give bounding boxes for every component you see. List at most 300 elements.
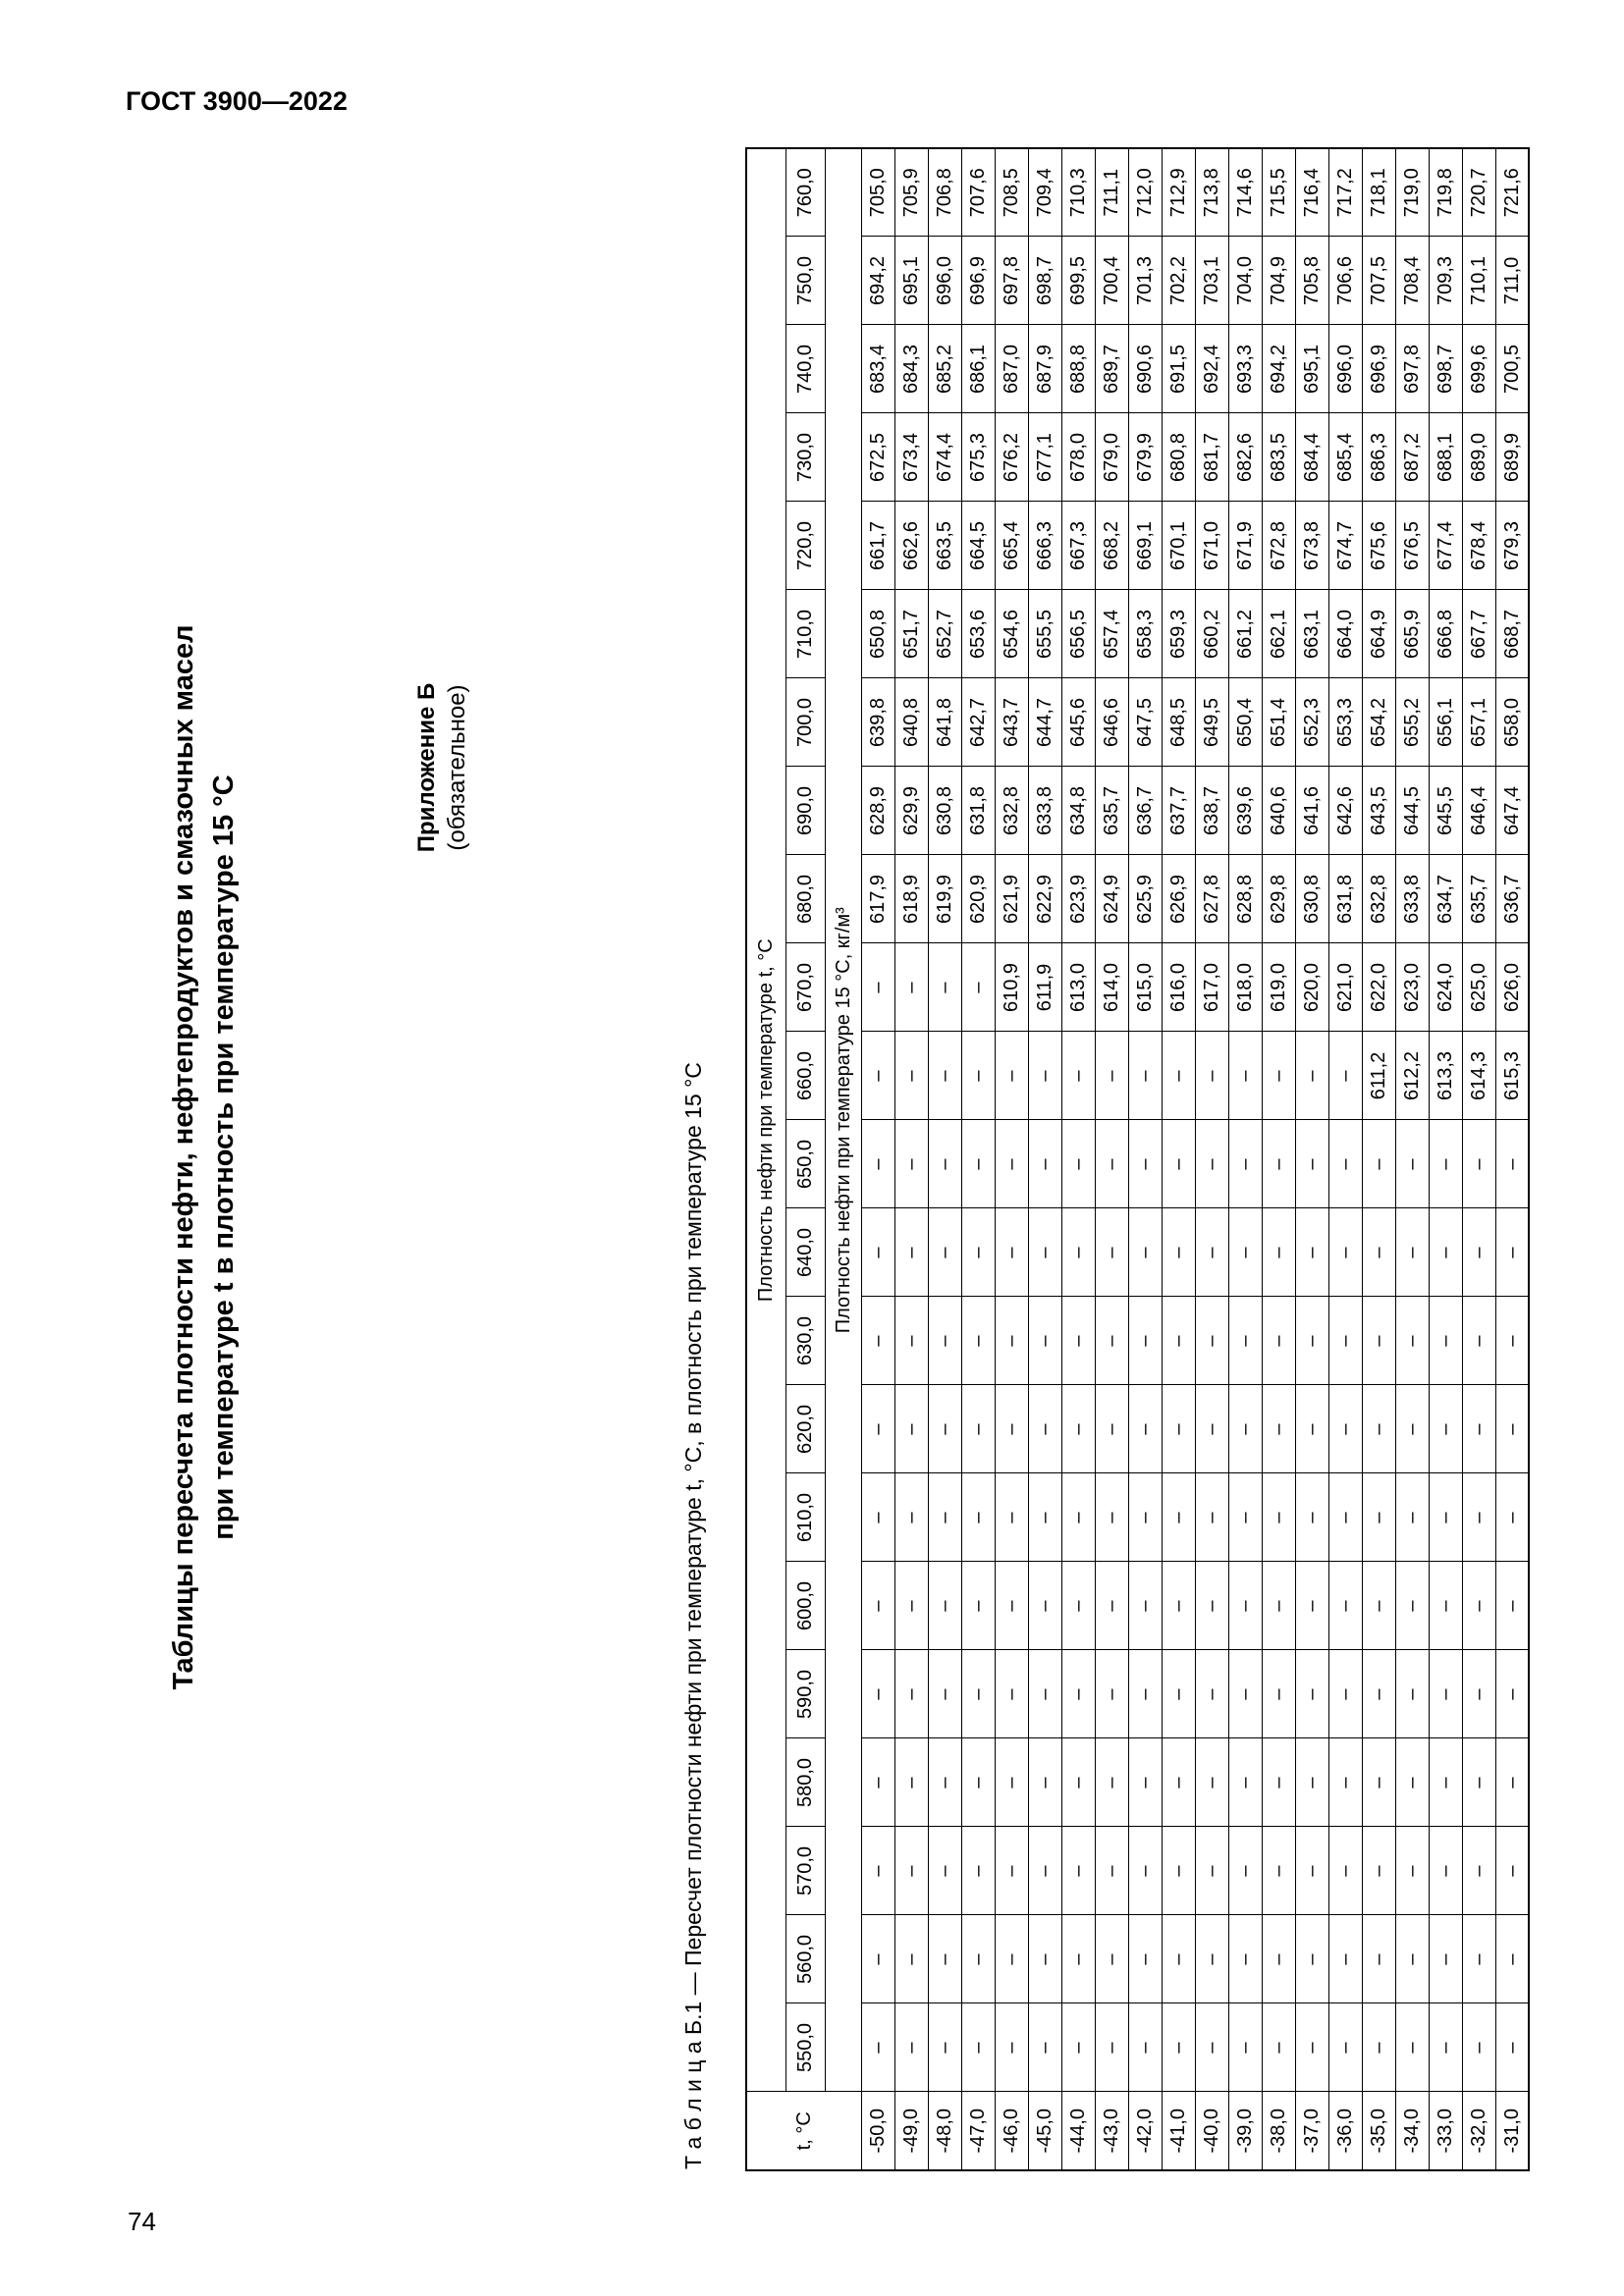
- data-cell: –: [1228, 1650, 1262, 1738]
- data-cell: –: [1328, 1738, 1362, 1827]
- data-cell: 626,0: [1495, 943, 1529, 1032]
- density-column-header: 740,0: [785, 325, 825, 413]
- data-cell: –: [928, 1473, 961, 1562]
- data-cell: 641,6: [1295, 767, 1328, 855]
- density-column-header: 660,0: [785, 1032, 825, 1120]
- data-cell: 718,1: [1362, 148, 1395, 237]
- data-cell: –: [1162, 1032, 1195, 1120]
- data-cell: –: [1061, 1562, 1095, 1650]
- data-cell: 713,8: [1195, 148, 1228, 237]
- data-cell: 663,5: [928, 502, 961, 590]
- data-cell: 709,3: [1429, 237, 1462, 325]
- density-column-header: 680,0: [785, 855, 825, 943]
- data-cell: 688,1: [1429, 413, 1462, 502]
- t-value-cell: -37,0: [1295, 2092, 1328, 2170]
- density-column-header: 600,0: [785, 1562, 825, 1650]
- data-cell: 719,0: [1395, 148, 1429, 237]
- data-cell: 714,6: [1228, 148, 1262, 237]
- data-cell: –: [1429, 2003, 1462, 2092]
- data-cell: 615,3: [1495, 1032, 1529, 1120]
- data-cell: –: [1462, 1120, 1495, 1208]
- table-row: [928, 148, 961, 2170]
- data-cell: –: [1162, 1827, 1195, 1915]
- data-cell: 688,8: [1061, 325, 1095, 413]
- data-cell: 667,3: [1061, 502, 1095, 590]
- t-value-cell: -45,0: [1028, 2092, 1061, 2170]
- data-cell: 623,9: [1061, 855, 1095, 943]
- data-cell: –: [1095, 1032, 1128, 1120]
- data-cell: 646,6: [1095, 678, 1128, 767]
- data-cell: –: [1061, 1208, 1095, 1297]
- data-cell: –: [861, 943, 894, 1032]
- appendix-title: [164, 143, 244, 2171]
- data-cell: 647,4: [1495, 767, 1529, 855]
- data-cell: –: [1495, 1738, 1529, 1827]
- data-cell: –: [894, 1650, 928, 1738]
- data-cell: –: [1095, 1738, 1128, 1827]
- data-cell: –: [1395, 1473, 1429, 1562]
- data-cell: 696,0: [928, 237, 961, 325]
- t-value-cell: -31,0: [1495, 2092, 1529, 2170]
- data-cell: –: [1395, 1297, 1429, 1385]
- data-cell: –: [1362, 1473, 1395, 1562]
- t-value-cell: -41,0: [1162, 2092, 1195, 2170]
- data-cell: 677,4: [1429, 502, 1462, 590]
- data-cell: –: [1429, 1562, 1462, 1650]
- table-body: [861, 148, 1529, 2170]
- data-cell: 694,2: [861, 237, 894, 325]
- data-cell: –: [1095, 1562, 1128, 1650]
- data-cell: –: [1228, 1562, 1262, 1650]
- data-cell: –: [1195, 1650, 1228, 1738]
- data-cell: 689,0: [1462, 413, 1495, 502]
- data-cell: –: [1095, 1473, 1128, 1562]
- data-cell: –: [928, 1915, 961, 2003]
- data-cell: –: [961, 1385, 995, 1473]
- data-cell: –: [1128, 1650, 1162, 1738]
- data-cell: –: [861, 1032, 894, 1120]
- data-cell: 679,9: [1128, 413, 1162, 502]
- data-cell: 635,7: [1462, 855, 1495, 943]
- top-header-row: [746, 148, 785, 2170]
- data-cell: –: [1028, 1915, 1061, 2003]
- data-cell: –: [1495, 1120, 1529, 1208]
- data-cell: –: [1462, 1208, 1495, 1297]
- data-cell: –: [1061, 1915, 1095, 2003]
- table-row: [1228, 148, 1262, 2170]
- density-column-header: 670,0: [785, 943, 825, 1032]
- data-cell: 705,9: [894, 148, 928, 237]
- density-column-header: 570,0: [785, 1827, 825, 1915]
- data-cell: –: [1162, 1297, 1195, 1385]
- data-cell: 704,9: [1262, 237, 1295, 325]
- data-cell: –: [894, 1915, 928, 2003]
- data-cell: 616,0: [1162, 943, 1195, 1032]
- annex-label: Приложение Б: [413, 682, 440, 853]
- data-cell: –: [894, 943, 928, 1032]
- data-cell: –: [1228, 1120, 1262, 1208]
- data-cell: –: [1128, 1915, 1162, 2003]
- data-cell: –: [1462, 1827, 1495, 1915]
- data-cell: 687,2: [1395, 413, 1429, 502]
- data-cell: 708,5: [995, 148, 1028, 237]
- data-cell: –: [1362, 1562, 1395, 1650]
- data-cell: –: [1128, 1738, 1162, 1827]
- data-cell: –: [995, 1827, 1028, 1915]
- table-row: [1395, 148, 1429, 2170]
- data-cell: 629,8: [1262, 855, 1295, 943]
- data-cell: –: [1362, 1738, 1395, 1827]
- data-cell: 677,1: [1028, 413, 1061, 502]
- data-cell: –: [1195, 1827, 1228, 1915]
- data-cell: 704,0: [1228, 237, 1262, 325]
- data-cell: –: [1395, 1650, 1429, 1738]
- data-cell: 697,8: [995, 237, 1028, 325]
- data-cell: –: [1028, 1650, 1061, 1738]
- table-caption: Т а б л и ц а Б.1 — Пересчет плотности нефти при температуре t, °С, в плотность при температуре 15 °С: [680, 1062, 706, 2169]
- data-cell: 668,2: [1095, 502, 1128, 590]
- data-cell: –: [1095, 1915, 1128, 2003]
- data-cell: 720,7: [1462, 148, 1495, 237]
- data-cell: 687,9: [1028, 325, 1061, 413]
- table-row: [1095, 148, 1128, 2170]
- data-cell: –: [894, 1827, 928, 1915]
- data-cell: 709,4: [1028, 148, 1061, 237]
- data-cell: –: [1028, 2003, 1061, 2092]
- data-cell: 698,7: [1028, 237, 1061, 325]
- data-cell: 644,7: [1028, 678, 1061, 767]
- density-column-header: 620,0: [785, 1385, 825, 1473]
- data-cell: –: [861, 1562, 894, 1650]
- data-cell: 708,4: [1395, 237, 1429, 325]
- data-cell: 627,8: [1195, 855, 1228, 943]
- table-row: [1061, 148, 1095, 2170]
- data-cell: 619,0: [1262, 943, 1295, 1032]
- data-cell: –: [1295, 1650, 1328, 1738]
- data-cell: 699,5: [1061, 237, 1095, 325]
- data-cell: –: [1228, 1738, 1262, 1827]
- data-cell: –: [1495, 1650, 1529, 1738]
- data-cell: 654,6: [995, 590, 1028, 678]
- data-cell: 622,9: [1028, 855, 1061, 943]
- data-cell: –: [894, 1032, 928, 1120]
- data-cell: 611,9: [1028, 943, 1061, 1032]
- data-cell: 678,4: [1462, 502, 1495, 590]
- data-cell: –: [1028, 1473, 1061, 1562]
- data-cell: –: [1262, 1208, 1295, 1297]
- data-cell: –: [1195, 2003, 1228, 2092]
- table-row: [1462, 148, 1495, 2170]
- data-cell: –: [1362, 1385, 1395, 1473]
- data-cell: 632,8: [1362, 855, 1395, 943]
- table-row: [1028, 148, 1061, 2170]
- data-cell: 671,0: [1195, 502, 1228, 590]
- data-cell: 662,1: [1262, 590, 1295, 678]
- t-value-cell: -36,0: [1328, 2092, 1362, 2170]
- data-cell: –: [1495, 1562, 1529, 1650]
- data-cell: –: [1228, 1032, 1262, 1120]
- data-cell: 681,7: [1195, 413, 1228, 502]
- data-cell: 694,2: [1262, 325, 1295, 413]
- data-cell: –: [995, 1650, 1028, 1738]
- data-cell: –: [1061, 1827, 1095, 1915]
- data-cell: 651,4: [1262, 678, 1295, 767]
- data-cell: –: [1128, 1827, 1162, 1915]
- data-cell: 655,5: [1028, 590, 1061, 678]
- data-cell: 711,0: [1495, 237, 1529, 325]
- data-cell: –: [1495, 1473, 1529, 1562]
- data-cell: –: [1262, 2003, 1295, 2092]
- data-cell: –: [1228, 1297, 1262, 1385]
- data-cell: 675,3: [961, 413, 995, 502]
- data-cell: –: [1195, 1738, 1228, 1827]
- data-cell: –: [1228, 1385, 1262, 1473]
- data-cell: –: [1395, 1562, 1429, 1650]
- data-cell: –: [995, 1562, 1028, 1650]
- density-column-header: 630,0: [785, 1297, 825, 1385]
- data-cell: –: [995, 1738, 1028, 1827]
- data-cell: –: [1162, 1738, 1195, 1827]
- data-cell: –: [928, 2003, 961, 2092]
- table-row: [1362, 148, 1395, 2170]
- data-cell: 700,5: [1495, 325, 1529, 413]
- t-value-cell: -33,0: [1429, 2092, 1462, 2170]
- data-cell: –: [1061, 1473, 1095, 1562]
- data-cell: 639,6: [1228, 767, 1262, 855]
- data-cell: –: [995, 1915, 1028, 2003]
- annex-note: (обязательное): [444, 684, 470, 851]
- data-cell: –: [995, 1120, 1028, 1208]
- data-cell: 706,8: [928, 148, 961, 237]
- data-cell: 672,5: [861, 413, 894, 502]
- data-cell: –: [1195, 1562, 1228, 1650]
- data-cell: –: [1262, 1562, 1295, 1650]
- density-column-header: 560,0: [785, 1915, 825, 2003]
- data-cell: –: [1362, 1650, 1395, 1738]
- data-cell: –: [1362, 1297, 1395, 1385]
- data-cell: –: [1395, 1915, 1429, 2003]
- data-cell: 685,4: [1328, 413, 1362, 502]
- data-cell: –: [1395, 1738, 1429, 1827]
- data-cell: 610,9: [995, 943, 1028, 1032]
- data-cell: –: [1362, 1208, 1395, 1297]
- data-cell: 666,8: [1429, 590, 1462, 678]
- data-cell: 676,2: [995, 413, 1028, 502]
- density-column-header: 720,0: [785, 502, 825, 590]
- data-cell: –: [1128, 1208, 1162, 1297]
- data-cell: –: [1228, 1915, 1262, 2003]
- data-cell: –: [995, 1032, 1028, 1120]
- data-cell: –: [1061, 1738, 1095, 1827]
- data-cell: 621,9: [995, 855, 1028, 943]
- table-row: [1295, 148, 1328, 2170]
- data-cell: 705,8: [1295, 237, 1328, 325]
- data-cell: 719,8: [1429, 148, 1462, 237]
- t-value-cell: -46,0: [995, 2092, 1028, 2170]
- data-cell: –: [1028, 1297, 1061, 1385]
- data-cell: 664,9: [1362, 590, 1395, 678]
- data-cell: 618,0: [1228, 943, 1262, 1032]
- data-cell: –: [1462, 1473, 1495, 1562]
- table-row: [1162, 148, 1195, 2170]
- data-cell: –: [1362, 1120, 1395, 1208]
- data-cell: 658,3: [1128, 590, 1162, 678]
- data-cell: –: [928, 1562, 961, 1650]
- data-cell: –: [861, 1297, 894, 1385]
- table-row: [1429, 148, 1462, 2170]
- data-cell: –: [1429, 1297, 1462, 1385]
- data-cell: –: [1228, 1827, 1262, 1915]
- data-cell: –: [1395, 1385, 1429, 1473]
- data-cell: –: [894, 1120, 928, 1208]
- sub-header-row: [825, 148, 861, 2170]
- appendix-title-line-2: при температуре t в плотность при температуре 15 °С: [208, 774, 240, 1540]
- data-cell: 612,2: [1395, 1032, 1429, 1120]
- data-cell: –: [961, 943, 995, 1032]
- data-cell: –: [861, 1208, 894, 1297]
- t-value-cell: -43,0: [1095, 2092, 1128, 2170]
- data-cell: –: [1495, 2003, 1529, 2092]
- density-header-row: [785, 148, 825, 2170]
- table-row: [961, 148, 995, 2170]
- density-column-header: 710,0: [785, 590, 825, 678]
- data-cell: –: [1429, 1208, 1462, 1297]
- data-cell: –: [1095, 1827, 1128, 1915]
- data-cell: 698,7: [1429, 325, 1462, 413]
- data-cell: –: [1395, 1208, 1429, 1297]
- data-cell: –: [1028, 1120, 1061, 1208]
- density-column-header: 760,0: [785, 148, 825, 237]
- data-cell: –: [1028, 1032, 1061, 1120]
- data-cell: –: [961, 1297, 995, 1385]
- data-cell: 643,5: [1362, 767, 1395, 855]
- table-row: [861, 148, 894, 2170]
- data-cell: –: [1095, 1297, 1128, 1385]
- table-row: [1262, 148, 1295, 2170]
- data-cell: –: [1162, 1473, 1195, 1562]
- data-cell: 710,3: [1061, 148, 1095, 237]
- data-cell: 696,0: [1328, 325, 1362, 413]
- density-column-header: 590,0: [785, 1650, 825, 1738]
- data-cell: –: [1262, 1297, 1295, 1385]
- t-value-cell: -40,0: [1195, 2092, 1228, 2170]
- data-cell: –: [1295, 1032, 1328, 1120]
- data-cell: 633,8: [1028, 767, 1061, 855]
- data-cell: 624,0: [1429, 943, 1462, 1032]
- data-cell: –: [861, 1385, 894, 1473]
- data-cell: 721,6: [1495, 148, 1529, 237]
- t-value-cell: -39,0: [1228, 2092, 1262, 2170]
- data-cell: 625,9: [1128, 855, 1162, 943]
- data-cell: 652,7: [928, 590, 961, 678]
- data-cell: –: [1295, 1473, 1328, 1562]
- t-value-cell: -32,0: [1462, 2092, 1495, 2170]
- data-cell: –: [1028, 1208, 1061, 1297]
- data-cell: –: [1295, 1385, 1328, 1473]
- data-cell: 701,3: [1128, 237, 1162, 325]
- data-cell: 640,6: [1262, 767, 1295, 855]
- data-cell: 660,2: [1195, 590, 1228, 678]
- data-cell: –: [894, 1385, 928, 1473]
- data-cell: 712,9: [1162, 148, 1195, 237]
- data-cell: 666,3: [1028, 502, 1061, 590]
- data-cell: –: [928, 1120, 961, 1208]
- appendix-title-line-1: Таблицы пересчета плотности нефти, нефтепродуктов и смазочных масел: [168, 624, 199, 1690]
- data-cell: –: [1061, 1385, 1095, 1473]
- data-cell: –: [961, 1827, 995, 1915]
- data-cell: –: [1262, 1032, 1295, 1120]
- data-cell: –: [1262, 1385, 1295, 1473]
- t-value-cell: -49,0: [894, 2092, 928, 2170]
- data-cell: –: [928, 1827, 961, 1915]
- data-cell: 692,4: [1195, 325, 1228, 413]
- data-cell: 689,9: [1495, 413, 1529, 502]
- data-cell: 638,7: [1195, 767, 1228, 855]
- data-cell: 669,1: [1128, 502, 1162, 590]
- table-row: [894, 148, 928, 2170]
- data-cell: –: [1195, 1915, 1228, 2003]
- data-cell: 628,8: [1228, 855, 1262, 943]
- data-cell: 636,7: [1128, 767, 1162, 855]
- data-cell: –: [1328, 1385, 1362, 1473]
- data-cell: –: [961, 1032, 995, 1120]
- data-cell: –: [1495, 1915, 1529, 2003]
- data-cell: 689,7: [1095, 325, 1128, 413]
- data-cell: 622,0: [1362, 943, 1395, 1032]
- data-cell: –: [1095, 1385, 1128, 1473]
- data-cell: –: [1295, 1915, 1328, 2003]
- data-cell: –: [1095, 1120, 1128, 1208]
- table-row: [1195, 148, 1228, 2170]
- table-row: [1328, 148, 1362, 2170]
- data-cell: –: [1128, 1297, 1162, 1385]
- data-cell: –: [1262, 1738, 1295, 1827]
- data-cell: –: [1362, 1827, 1395, 1915]
- data-cell: –: [1262, 1120, 1295, 1208]
- data-cell: –: [1429, 1827, 1462, 1915]
- data-cell: 641,8: [928, 678, 961, 767]
- density-column-header: 690,0: [785, 767, 825, 855]
- data-cell: –: [1462, 2003, 1495, 2092]
- data-cell: –: [1162, 1120, 1195, 1208]
- data-cell: 663,1: [1295, 590, 1328, 678]
- data-cell: –: [928, 1385, 961, 1473]
- t-value-cell: -35,0: [1362, 2092, 1395, 2170]
- data-cell: 611,2: [1362, 1032, 1395, 1120]
- data-cell: 695,1: [1295, 325, 1328, 413]
- data-cell: 650,4: [1228, 678, 1262, 767]
- data-cell: –: [1295, 1562, 1328, 1650]
- data-cell: 680,8: [1162, 413, 1195, 502]
- data-cell: –: [1495, 1297, 1529, 1385]
- data-cell: –: [894, 1473, 928, 1562]
- sub-header-cell: Плотность нефти при температуре 15 °С, кг/м³: [825, 148, 861, 2092]
- data-cell: 620,0: [1295, 943, 1328, 1032]
- data-cell: 639,8: [861, 678, 894, 767]
- data-cell: 614,3: [1462, 1032, 1495, 1120]
- data-cell: –: [1195, 1120, 1228, 1208]
- data-cell: 673,4: [894, 413, 928, 502]
- data-cell: –: [1495, 1385, 1529, 1473]
- data-cell: –: [961, 1562, 995, 1650]
- data-cell: –: [1328, 1208, 1362, 1297]
- data-cell: 645,5: [1429, 767, 1462, 855]
- data-cell: –: [1162, 1385, 1195, 1473]
- data-cell: –: [1328, 1827, 1362, 1915]
- data-cell: 624,9: [1095, 855, 1128, 943]
- data-cell: 648,5: [1162, 678, 1195, 767]
- data-cell: 684,3: [894, 325, 928, 413]
